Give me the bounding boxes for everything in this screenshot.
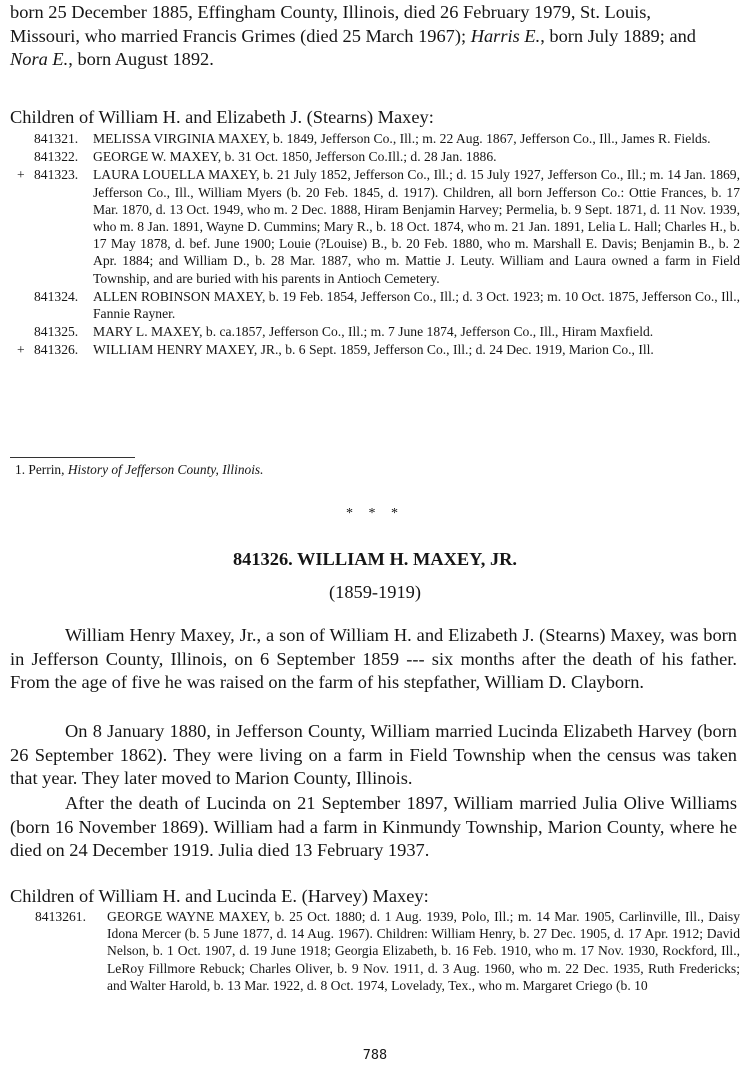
line-mark: +	[17, 167, 25, 183]
footnote-title: History of Jefferson County, Illinois.	[67, 462, 264, 477]
section-dates: (1859-1919)	[329, 582, 421, 602]
child-name: Harris E.	[470, 25, 541, 46]
line-mark: +	[17, 342, 25, 358]
footnote-divider	[10, 457, 135, 458]
child-entry	[0, 148, 740, 165]
continuation-line: , born August 1892.	[68, 49, 214, 69]
children-heading: Children of William H. and Lucinda E. (Harvey) Maxey:	[10, 886, 429, 906]
entry-number: 841326.	[34, 342, 79, 358]
body-paragraph: On 8 January 1880, in Jefferson County, William married Lucinda Elizabeth Harvey (born 26 September 1862). They were living on a farm in Field Township when the census was taken that year. They later moved to Marion County, Illinois.	[10, 721, 737, 788]
footnote-number: 1.	[15, 462, 26, 477]
child-entry	[0, 323, 740, 340]
body-paragraph: William Henry Maxey, Jr., a son of William H. and Elizabeth J. (Stearns) Maxey, was born in Jefferson County, Illinois, on 6 September 1859 --- six months after the death of his father. From the age of five he was raised on the farm of his stepfather, William D. Clayborn.	[10, 625, 737, 692]
children-list	[0, 130, 740, 360]
continuation-line: Missouri, who married Francis Grimes (died 25 March 1967);	[10, 25, 471, 46]
child-entry	[0, 166, 740, 286]
footnote-author: Perrin,	[28, 462, 65, 477]
entry-number: 841323.	[34, 167, 79, 183]
child-entry	[0, 130, 740, 147]
entry-number: 841325.	[34, 324, 79, 340]
entry-text: ALLEN ROBINSON MAXEY, b. 19 Feb. 1854, Jefferson Co., Ill.; d. 3 Oct. 1923; m. 10 Oct. 1875, Jefferson Co., Ill., Fannie Rayner.	[93, 288, 740, 322]
entry-text: GEORGE WAYNE MAXEY, b. 25 Oct. 1880; d. 1 Aug. 1939, Polo, Ill.; m. 14 Mar. 1905, Carlinville, Ill., Daisy Idona Mercer (b. 5 June 1877, d. 14 Aug. 1967). Children: William Henry, b. 27 Dec. 1905, d. 17 Apr. 1912; David Nelson, b. 1 Oct. 1907, d. 19 June 1918; Georgia Elizabeth, b. 16 Feb. 1910, who m. 17 Nov. 1930, Rockford, Ill., LeRoy Fillmore Rebuck; Charles Oliver, b. 9 Nov. 1911, d. 3 Aug. 1960, who m. 22 Dec. 1935, Ruth Fredericks; and Walter Harold, b. 13 Mar. 1922, d. 8 Oct. 1974, Lovelady, Tex., who m. Margaret Criego (b. 10	[107, 909, 740, 993]
children-list	[0, 908, 740, 995]
footnote	[15, 461, 264, 478]
child-name: Nora E.	[10, 49, 69, 69]
body-paragraph: After the death of Lucinda on 21 September 1897, William married Julia Olive Williams (born 16 November 1869). William had a farm in Kinmundy Township, Marion County, where he died on 24 December 1919. Julia died 13 February 1937.	[10, 793, 737, 860]
entry-text: MELISSA VIRGINIA MAXEY, b. 1849, Jefferson Co., Ill.; m. 22 Aug. 1867, Jefferson Co., Ill., James R. Fields.	[93, 131, 711, 146]
continuation-line: , born July 1889; and	[540, 25, 697, 46]
entry-number: 841321.	[34, 131, 79, 146]
children-heading: Children of William H. and Elizabeth J. (Stearns) Maxey:	[10, 107, 434, 127]
entry-text: GEORGE W. MAXEY, b. 31 Oct. 1850, Jefferson Co.Ill.; d. 28 Jan. 1886.	[93, 149, 497, 165]
entry-number: 841322.	[34, 149, 79, 165]
continuation-line: born 25 December 1885, Effingham County, Illinois, died 26 February 1979, St. Louis,	[10, 2, 652, 22]
section-separator: * * *	[346, 506, 404, 521]
child-entry	[0, 908, 740, 994]
section-title: 841326. WILLIAM H. MAXEY, JR.	[232, 549, 518, 569]
continuation-paragraph	[10, 1, 737, 72]
child-entry	[0, 288, 740, 322]
entry-text: LAURA LOUELLA MAXEY, b. 21 July 1852, Jefferson Co., Ill.; d. 15 July 1927, Jefferson Co., Ill.; m. 14 Jan. 1869, Jefferson Co., Ill., William Myers (b. 20 Feb. 1845, d. 1917). Children, all born Jefferson Co.: Ottie Frances, b. 17 Mar. 1870, d. 13 Oct. 1949, who m. 2 Dec. 1888, Hiram Benjamin Harvey; Permelia, b. 9 Sept. 1871, d. 11 Nov. 1939, who m. 8 Jan. 1891, Wayne D. Cummins; Mary R., b. 18 Oct. 1874, who m. 21 Jan. 1891, Lelia L. Hall; Charles H., b. 17 May 1878, d. bef. June 1900; Louie (?Louise) B., b. 20 Feb. 1880, who m. Marshall E. Davis; Benjamin B., b. 2 Apr. 1884; and William D., b. 28 Mar. 1887, who m. Mattie J. Leuty. William and Laura owned a farm in Field Township, and are buried with his parents in Antioch Cemetery.	[93, 167, 740, 286]
entry-number: 841324.	[34, 288, 79, 304]
child-entry	[0, 341, 740, 358]
entry-number: 8413261.	[35, 909, 86, 924]
entry-text: MARY L. MAXEY, b. ca.1857, Jefferson Co., Ill.; m. 7 June 1874, Jefferson Co., Ill., Hiram Maxfield.	[93, 324, 654, 340]
page-number: 788	[362, 1047, 388, 1063]
entry-text: WILLIAM HENRY MAXEY, JR., b. 6 Sept. 1859, Jefferson Co., Ill.; d. 24 Dec. 1919, Marion Co., Ill.	[93, 342, 654, 358]
